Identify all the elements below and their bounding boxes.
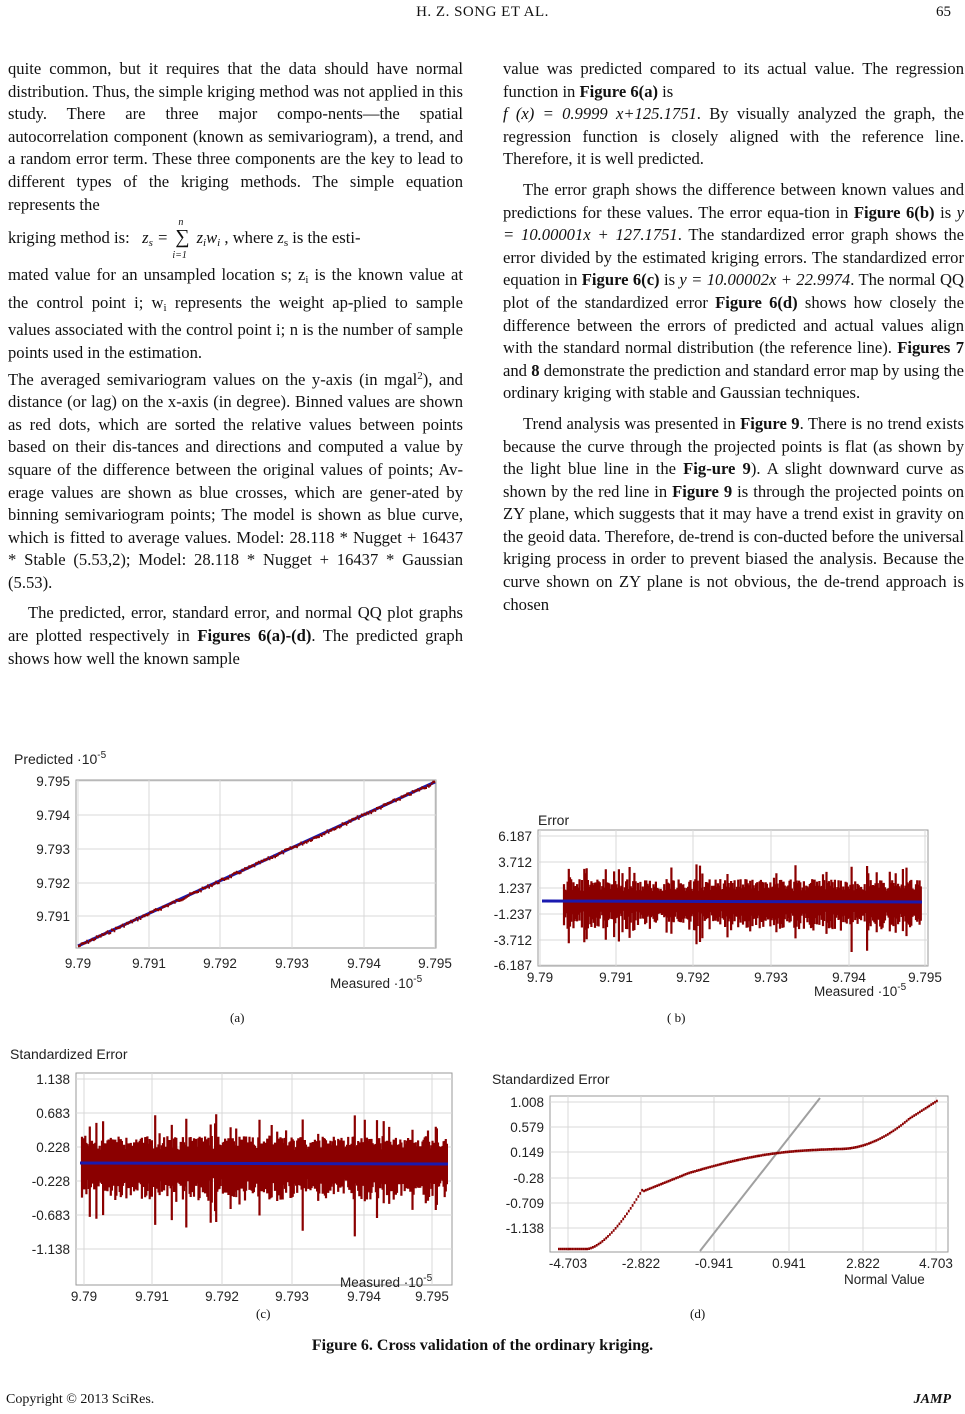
paragraph-kriging-equation: kriging method is: $z_s$ = n ∑ i=1 $z_iw_i$ , where $z_s$ is the esti-	[8, 217, 361, 262]
error-equation: y = 10.00001x + 127.1751	[503, 202, 965, 245]
x-tick-label: 9.792	[676, 970, 710, 985]
y-tick-label: 9.795	[36, 774, 70, 789]
x-tick-label: 9.791	[135, 1289, 169, 1304]
y-tick-label: -1.138	[31, 1242, 70, 1257]
x-tick-label: 9.792	[205, 1289, 239, 1304]
panel-b-title: Error	[538, 812, 570, 828]
right-column	[503, 58, 964, 616]
paragraph-semivariogram: The averaged semivariogram values on the y-axis (in mgal$^2$), and distance (or lag) on the x-axis (in degree). Binned values are shown as red dots, which are sorted the relative values between points based on their dis-tances and directions and computed a value by square of the difference between the original values of points; Av-erage values are shown as blue crosses, which are gener-ated by binning semivariogram points; The model is shown as blue curve, which is fitted to average values. Model: 28.118 * Nugget + 16437 * Stable (5.53,2); Model: 28.118 * Nugget + 16437 * Gaussian (5.53).	[8, 369, 463, 592]
x-tick-label: 9.794	[347, 1289, 381, 1304]
x-tick-label: 0.941	[772, 1256, 806, 1271]
x-tick-label: 9.793	[754, 970, 788, 985]
running-title: H. Z. SONG ET AL.	[416, 4, 549, 20]
paragraph-kriging-intro: quite common, but it requires that the data should have normal distribution. Thus, the simple kriging method was not applied in this study. There are three major compo-nents—the spatial autocorrelation component (known as semivariogram), a trend, and a random error term. These three components are the key to lead to different types of the kriging methods. The simple equation represents the	[8, 59, 463, 214]
y-tick-label: 9.793	[36, 842, 70, 857]
y-tick-label: -6.187	[493, 958, 532, 973]
x-tick-label: 9.79	[70, 1289, 98, 1304]
panel-d-label: (d)	[690, 1306, 706, 1321]
paragraph-error: The error graph shows the difference between known values and predictions for these values. The error equa-tion in Figure 6(b) is y = 10.00001x + 127.1751. The standardized error graph shows the error divided by the estimated kriging errors. The standardized error equation in Figure 6(c) is y = 10.00002x + 22.9974. The normal QQ plot of the standardized error Figure 6(d) shows how closely the difference between the errors of predicted and actual values align with the standard normal distribution (the reference line). Figures 7 and 8 demonstrate the prediction and standard error map by using the ordinary kriging with stable and Gaussian techniques.	[503, 179, 965, 403]
page-number: 65	[936, 4, 951, 20]
kriging-equation: $z_s$ = n ∑ i=1 $z_iw_i$	[142, 217, 221, 262]
x-tick-label: 4.703	[919, 1256, 953, 1271]
panel-c-label: (c)	[256, 1306, 271, 1321]
panel-a-predicted-plot	[8, 745, 470, 995]
error-trend-line	[542, 901, 922, 902]
y-tick-label: -3.712	[493, 933, 532, 948]
x-tick-label: 9.791	[132, 956, 166, 971]
equation-lead: kriging method is:	[8, 228, 130, 248]
footer-journal: JAMP	[913, 1392, 951, 1407]
y-tick-label: -0.683	[31, 1208, 70, 1223]
x-tick-label: 9.793	[275, 1289, 309, 1304]
x-tick-label: 9.794	[347, 956, 381, 971]
y-tick-label: -1.237	[493, 907, 532, 922]
panel-b-xlabel: Measured $\cdot 10^{-5}$	[814, 982, 907, 999]
panel-b-error-plot	[480, 810, 960, 1002]
paragraph-predicted: The predicted, error, standard error, and normal QQ plot graphs are plotted respectively in Figures 6(a)-(d). The predicted graph shows how well the known sample	[8, 603, 464, 668]
x-tick-label: 9.793	[275, 956, 309, 971]
y-tick-label: 0.228	[36, 1140, 70, 1155]
y-tick-label: 3.712	[498, 855, 532, 870]
regression-equation: f (x) = 0.9999 x+125.1751	[503, 104, 697, 124]
panel-c-xlabel: Measured $\cdot 10^{-5}$	[340, 1273, 433, 1290]
x-tick-label: -4.703	[548, 1256, 588, 1271]
x-tick-label: 9.791	[599, 970, 633, 985]
y-tick-label: -0.28	[513, 1171, 544, 1186]
y-tick-label: 1.138	[36, 1072, 70, 1087]
std-error-equation: y = 10.00002x + 22.9974	[679, 270, 851, 290]
x-tick-label: 9.795	[908, 970, 942, 985]
y-tick-label: -0.228	[31, 1174, 70, 1189]
y-tick-label: 6.187	[498, 829, 532, 844]
panel-d-normal-qq-plot	[488, 1068, 962, 1290]
y-tick-label: 9.792	[36, 876, 70, 891]
x-tick-label: 9.794	[832, 970, 866, 985]
x-tick-label: 9.795	[415, 1289, 449, 1304]
panel-d-xlabel: Normal Value	[844, 1272, 925, 1287]
std-error-trend-line	[80, 1163, 448, 1164]
y-tick-label: 0.149	[510, 1145, 544, 1160]
x-tick-label: 9.795	[418, 956, 452, 971]
panel-d-title: Standardized Error	[492, 1071, 610, 1087]
x-tick-label: 9.792	[203, 956, 237, 971]
panel-c-standardized-error-plot	[4, 1043, 474, 1304]
y-tick-label: 9.791	[36, 909, 70, 924]
x-tick-label: 9.79	[64, 956, 92, 971]
y-tick-label: 9.794	[36, 808, 70, 823]
y-tick-label: 0.683	[36, 1106, 70, 1121]
x-tick-label: -2.822	[621, 1256, 661, 1271]
footer-copyright: Copyright © 2013 SciRes.	[6, 1392, 155, 1407]
panel-a-title: Predicted $\cdot 10^{-5}$	[14, 750, 107, 767]
panel-a-xlabel: Measured $\cdot 10^{-5}$	[330, 974, 423, 991]
paragraph-regression: value was predicted compared to its actual value. The regression function in Figure 6(a) is f (x) = 0.9999 x+125.1751. By visually analyzed the graph, the regression function is closely aligned with the reference line. Therefore, it is well predicted.	[503, 59, 964, 169]
equation-where: , where	[224, 228, 274, 248]
y-tick-label: 1.008	[510, 1095, 544, 1110]
figure-caption: Figure 6. Cross validation of the ordinary kriging.	[311, 1337, 654, 1354]
left-column	[8, 58, 463, 670]
y-tick-label: 1.237	[498, 881, 532, 896]
panel-c-title: Standardized Error	[10, 1046, 128, 1062]
y-tick-label: 0.579	[510, 1120, 544, 1135]
x-tick-label: -0.941	[694, 1256, 734, 1271]
panel-b-label: ( b)	[667, 1010, 686, 1025]
x-tick-label: 9.79	[526, 970, 554, 985]
panel-a-label: (a)	[230, 1010, 245, 1025]
x-tick-label: 2.822	[846, 1256, 880, 1271]
paragraph-trend: Trend analysis was presented in Figure 9. There is no trend exists because the curve through the projected points is flat (as shown by the light blue line in the Fig-ure 9). A slight downward curve as shown by the red line in Figure 9 is through the projected points on ZY plane, which suggests that it may have a trend exist in gravity on the geoid data. Therefore, de-trend is con-ducted before the universal kriging process in order to prevent biased the analysis. Because the curve shown on ZY plane is not obvious, the de-trend approach is chosen	[503, 413, 964, 614]
y-tick-label: -1.138	[505, 1221, 544, 1236]
paragraph-kriging-vars: mated value for an unsampled location s; $z_i$ is the known value at the control point i; $w_i$ represents the weight ap-plied to sample values associated with the control point i; n is the number of sample points used in the estimation.	[8, 265, 463, 362]
y-tick-label: -0.709	[505, 1196, 544, 1211]
